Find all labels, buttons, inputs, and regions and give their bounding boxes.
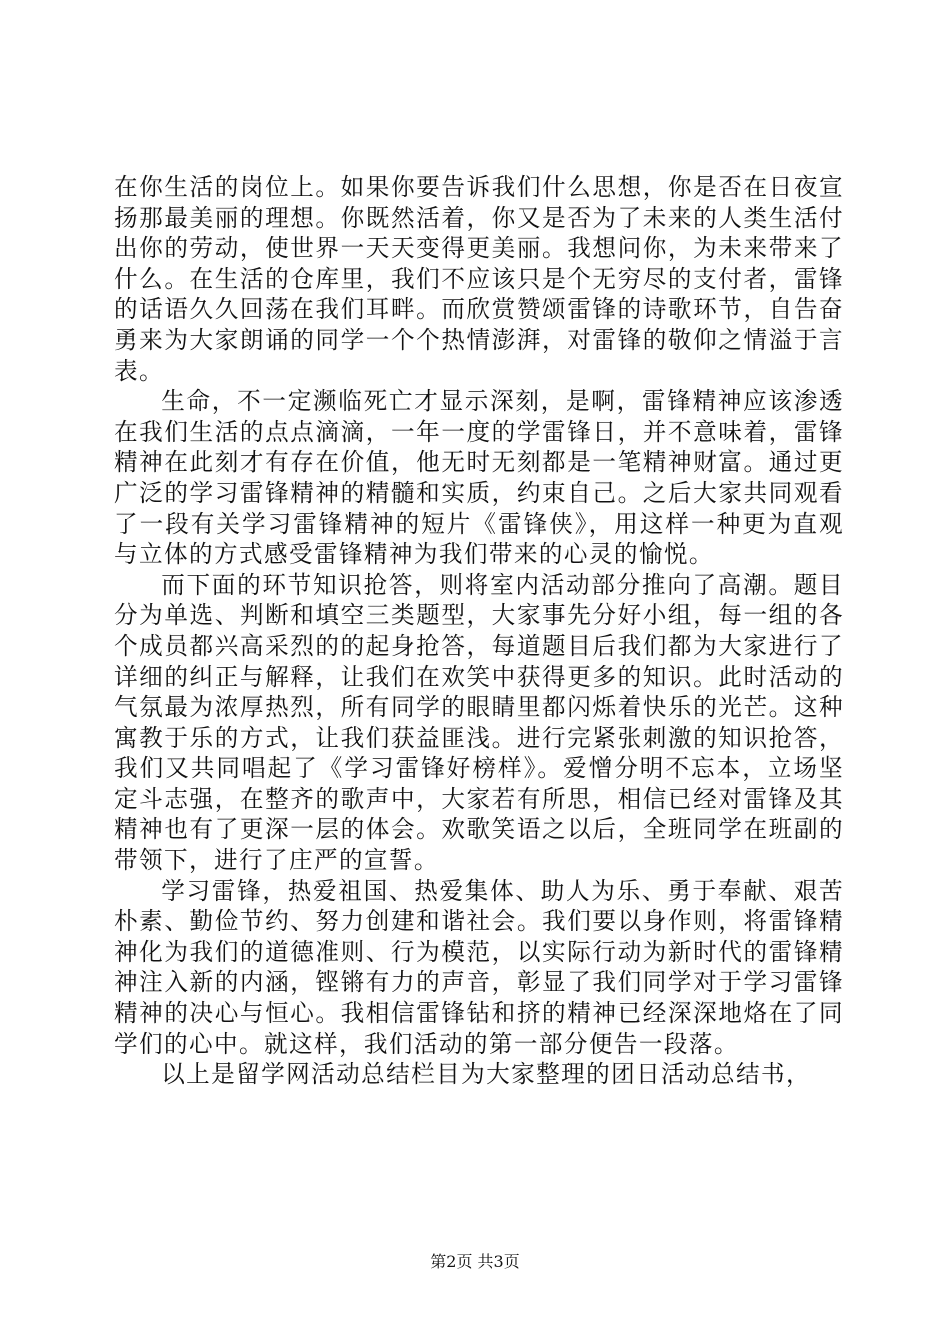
paragraph-1: 在你生活的岗位上。如果你要告诉我们什么思想，你是否在日夜宣扬那最美丽的理想。你既然活着，你又是否为了未来的人类生活付出你的劳动，使世界一天天变得更美丽。我想问你，为未来带来了什么。在生活的仓库里，我们不应该只是个无穷尽的支付者，雷锋的话语久久回荡在我们耳畔。而欣赏赞颂雷锋的诗歌环节，自告奋勇来为大家朗诵的同学一个个热情澎湃，对雷锋的敬仰之情溢于言表。 [114, 173, 844, 385]
document-body [114, 172, 844, 1090]
paragraph-2: 生命，不一定濒临死亡才显示深刻，是啊，雷锋精神应该渗透在我们生活的点点滴滴，一年一度的学雷锋日，并不意味着，雷锋精神在此刻才有存在价值，他无时无刻都是一笔精神财富。通过更广泛的学习雷锋精神的精髓和实质，约束自己。之后大家共同观看了一段有关学习雷锋精神的短片《雷锋侠》，用这样一种更为直观与立体的方式感受雷锋精神为我们带来的心灵的愉悦。 [114, 387, 844, 569]
paragraph-4: 学习雷锋，热爱祖国、热爱集体、助人为乐、勇于奉献、艰苦朴素、勤俭节约、努力创建和谐社会。我们要以身作则，将雷锋精神化为我们的道德准则、行为模范，以实际行动为新时代的雷锋精神注入新的内涵，铿锵有力的声音，彰显了我们同学对于学习雷锋精神的决心与恒心。我相信雷锋钻和挤的精神已经深深地烙在了同学们的心中。就这样，我们活动的第一部分便告一段落。 [114, 876, 844, 1058]
paragraph-5: 以上是留学网活动总结栏目为大家整理的团日活动总结书， [161, 1060, 812, 1089]
page-number-footer: 第2页 共3页 [430, 1252, 520, 1271]
paragraph-3: 而下面的环节知识抢答，则将室内活动部分推向了高潮。题目分为单选、判断和填空三类题型，大家事先分好小组，每一组的各个成员都兴高采烈的的起身抢答，每道题目后我们都为大家进行了详细的纠正与解释，让我们在欢笑中获得更多的知识。此时活动的气氛最为浓厚热烈，所有同学的眼睛里都闪烁着快乐的光芒。这种寓教于乐的方式，让我们获益匪浅。进行完紧张刺激的知识抢答，我们又共同唱起了《学习雷锋好榜样》。爱憎分明不忘本，立场坚定斗志强，在整齐的歌声中，大家若有所思，相信已经对雷锋及其精神也有了更深一层的体会。欢歌笑语之以后，全班同学在班副的带领下，进行了庄严的宣誓。 [114, 570, 844, 875]
